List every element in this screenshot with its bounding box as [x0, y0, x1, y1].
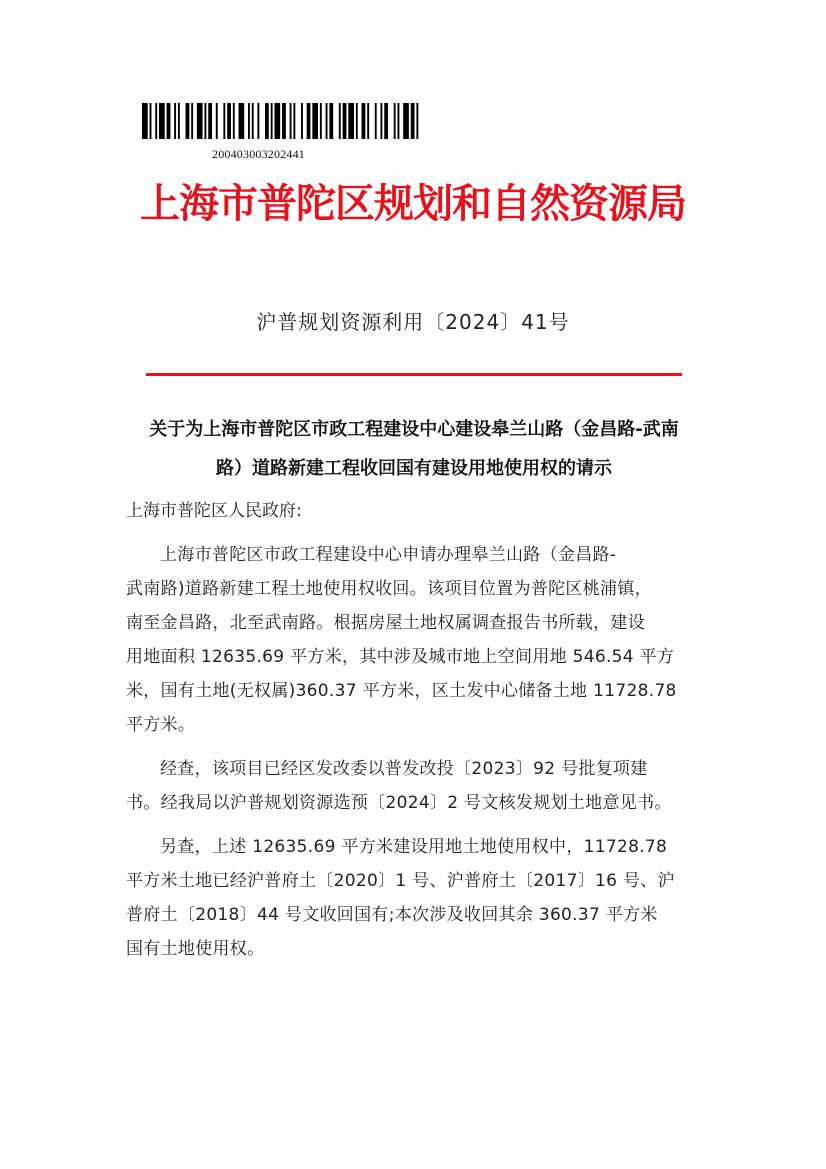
paragraph	[126, 830, 704, 966]
barcode-bar	[301, 103, 303, 139]
barcode-bar	[293, 103, 295, 139]
barcode-bar	[204, 103, 206, 139]
barcode-bar	[312, 103, 318, 139]
barcode-bar	[411, 103, 415, 139]
text-line: 米，国有土地(无权属)360.37 平方米，区土发中心储备土地 11728.78	[126, 681, 677, 701]
barcode-bar	[362, 103, 366, 139]
barcode-bar	[191, 103, 193, 139]
barcode-bar	[216, 103, 218, 139]
text-line: 另查，上述 12635.69 平方米建设用地土地使用权中，11728.78	[160, 837, 668, 857]
barcode-bar	[329, 103, 333, 139]
text-line: 用地面积 12635.69 平方米，其中涉及城市地上空间用地 546.54 平方	[126, 647, 675, 667]
barcode-bar	[208, 103, 212, 139]
barcode-bar	[233, 103, 235, 139]
text-line: 普府土〔2018〕44 号文收回国有;本次涉及收回其余 360.37 平方米	[126, 905, 658, 925]
barcode-bar	[178, 103, 180, 139]
barcode-bar	[174, 103, 176, 139]
barcode-bar	[367, 103, 369, 139]
title-line-2: 路）道路新建工程收回国有建设用地使用权的请示	[216, 458, 612, 479]
barcode-bar	[223, 103, 225, 139]
body-text	[126, 538, 704, 976]
barcode-bar	[282, 103, 286, 139]
barcode-bar	[274, 103, 280, 139]
barcode-bar	[384, 103, 388, 139]
title-line-1: 关于为上海市普陀区市政工程建设中心建设皋兰山路（金昌路-武南	[149, 419, 679, 440]
barcode-bar	[150, 103, 152, 139]
barcode	[142, 103, 424, 139]
paragraph	[126, 538, 704, 742]
barcode-bar	[416, 103, 418, 139]
barcode-bar	[394, 103, 396, 139]
barcode-bar	[257, 103, 259, 139]
barcode-bar	[265, 103, 269, 139]
barcode-bar	[248, 103, 250, 139]
barcode-bar	[252, 103, 254, 139]
text-line: 经查，该项目已经区发改委以普发改投〔2023〕92 号批复项建	[160, 759, 648, 779]
barcode-bar	[403, 103, 409, 139]
paragraph	[126, 752, 704, 820]
red-divider	[146, 373, 682, 376]
barcode-bar	[348, 103, 354, 139]
barcode-bar	[343, 103, 347, 139]
barcode-bar	[290, 103, 292, 139]
text-line: 书。经我局以沪普规划资源选预〔2024〕2 号文核发规划土地意见书。	[126, 793, 672, 813]
text-line: 平方米。	[126, 715, 196, 735]
barcode-bar	[227, 103, 231, 139]
barcode-bar	[159, 103, 165, 139]
barcode-bar	[398, 103, 400, 139]
text-line: 上海市普陀区市政工程建设中心申请办理皋兰山路（金昌路-	[160, 545, 617, 565]
barcode-bar	[155, 103, 157, 139]
barcode-bar	[186, 103, 190, 139]
addressee: 上海市普陀区人民政府:	[126, 501, 302, 521]
barcode-bar	[339, 103, 341, 139]
barcode-bar	[167, 103, 171, 139]
text-line: 国有土地使用权。	[126, 939, 265, 959]
barcode-bar	[375, 103, 377, 139]
barcode-bar	[197, 103, 203, 139]
text-line: 南至金昌路，北至武南路。根据房屋土地权属调查报告书所载，建设	[126, 613, 645, 633]
barcode-bar	[380, 103, 382, 139]
barcode-bar	[142, 103, 148, 139]
barcode-bar	[307, 103, 311, 139]
barcode-bar	[320, 103, 322, 139]
text-line: 武南路)道路新建工程土地使用权收回。该项目位置为普陀区桃浦镇，	[126, 579, 652, 599]
document-number: 沪普规划资源利用〔2024〕41号	[256, 310, 570, 334]
barcode-bar	[326, 103, 328, 139]
barcode-bar	[271, 103, 273, 139]
barcode-number: 200403003202441	[212, 147, 305, 161]
text-line: 平方米土地已经沪普府土〔2020〕1 号、沪普府土〔2017〕16 号、沪	[126, 871, 675, 891]
document-title	[118, 410, 710, 488]
barcode-bar	[239, 103, 245, 139]
barcode-bar	[356, 103, 358, 139]
agency-header: 上海市普陀区规划和自然资源局	[140, 180, 686, 227]
